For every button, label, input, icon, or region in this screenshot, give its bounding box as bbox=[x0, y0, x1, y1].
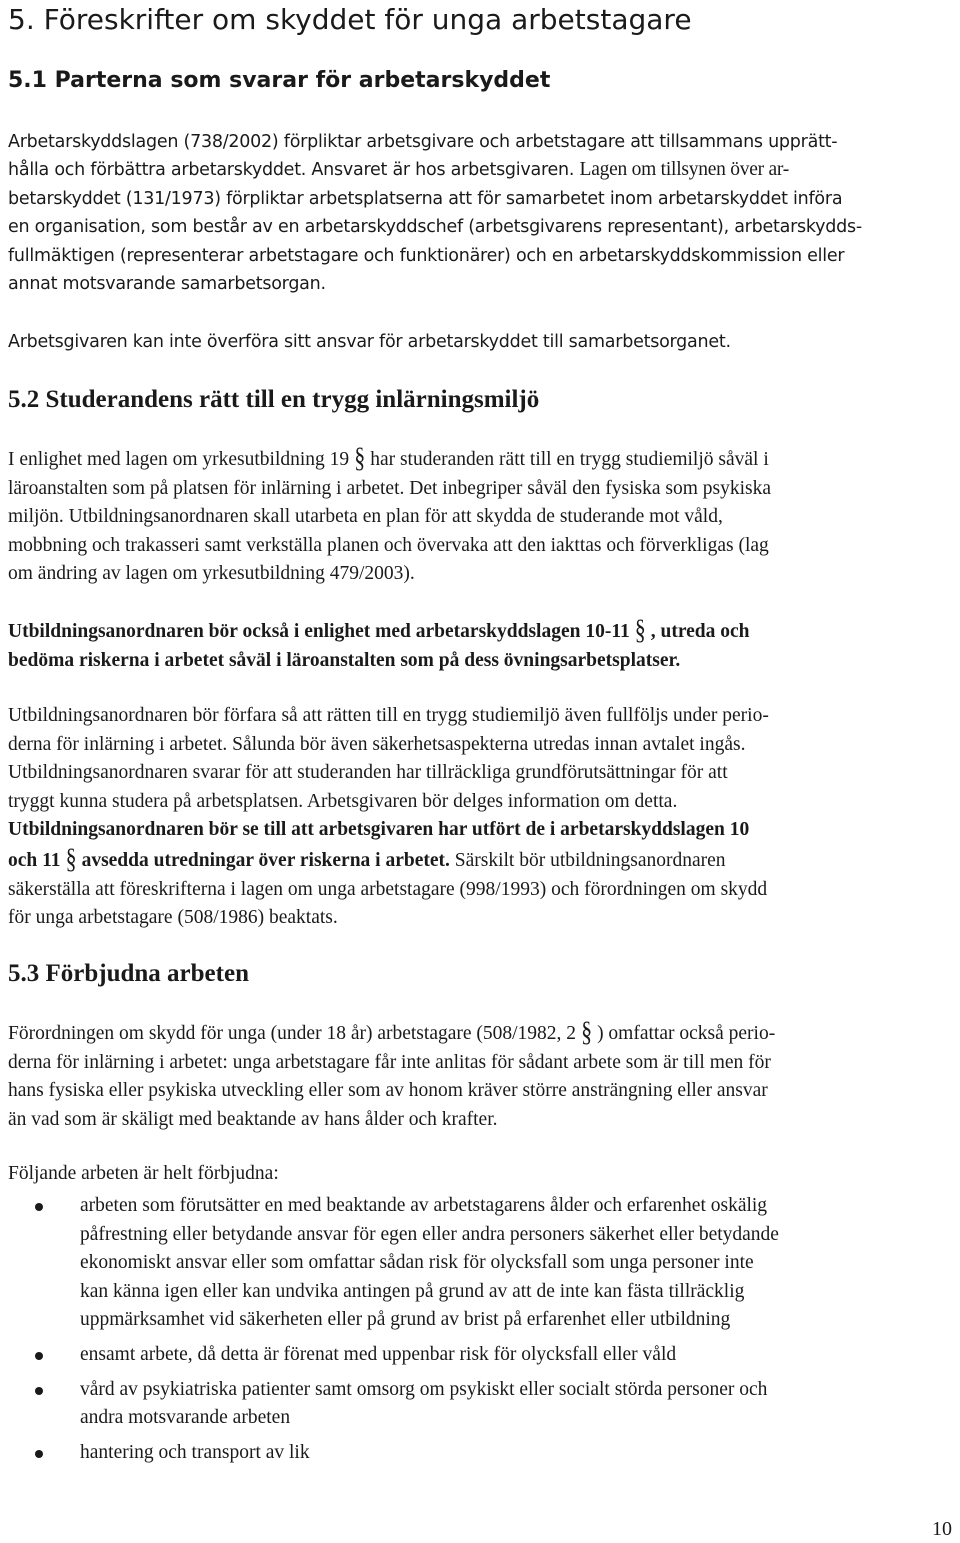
text-line: Följande arbeten är helt förbjudna: bbox=[8, 1163, 279, 1184]
text-line-part: Särskilt bör utbildningsanordnaren bbox=[454, 849, 726, 871]
text-line: andra motsvarande arbeten bbox=[80, 1407, 291, 1429]
text-line: än vad som är skäligt med beaktande av hans ålder och krafter. bbox=[8, 1108, 498, 1130]
text-line: derna för inlärning i arbetet. Sålunda bör även säkerhetsaspekterna utredas innan avtalet ingås. bbox=[8, 733, 746, 755]
paragraph-5-1-1 bbox=[8, 128, 954, 299]
text-line: om ändring av lagen om yrkesutbildning 479/2003). bbox=[8, 563, 415, 585]
text-line: säkerställa att föreskrifterna i lagen om unga arbetstagare (998/1993) och förordningen om skydd bbox=[8, 878, 768, 900]
list-intro bbox=[8, 1160, 954, 1189]
text-line: påfrestning eller betydande ansvar för egen eller andra personers säkerhet eller betydande bbox=[80, 1223, 779, 1245]
bullet-icon bbox=[35, 1352, 43, 1360]
prohibited-work-list bbox=[8, 1192, 954, 1467]
bold-text: och 11 bbox=[8, 849, 61, 871]
text-line: Utbildningsanordnaren svarar för att studeranden har tillräckliga grundförutsättningar för att bbox=[8, 762, 728, 784]
text-line: mobbning och trakasseri samt verkställa planen och övervaka att den iakttas och förverkligas (lag bbox=[8, 534, 769, 556]
text-line: vård av psykiatriska patienter samt omsorg om psykiskt eller socialt störda personer och bbox=[80, 1378, 768, 1400]
text-line: ekonomiskt ansvar eller som omfattar sådan risk för olycksfall som unga personer inte bbox=[80, 1252, 754, 1274]
text-line: annat motsvarande samarbetsorgan. bbox=[8, 274, 326, 295]
text-line bbox=[8, 613, 954, 647]
section-sign-glyph: § bbox=[581, 1015, 593, 1048]
text-line bbox=[8, 841, 954, 876]
text-line-part: Lagen om tillsynen över ar- bbox=[579, 159, 790, 181]
text-line-part: hålla och förbättra arbetarskyddet. Ansvaret är hos arbetsgivaren. bbox=[8, 160, 575, 181]
chapter-heading: 5. Föreskrifter om skyddet för unga arbetstagare bbox=[8, 3, 692, 36]
text-line: tryggt kunna studera på arbetsplatsen. Arbetsgivaren bör delges information om detta. bbox=[8, 790, 678, 812]
list-item bbox=[8, 1376, 954, 1433]
bullet-icon bbox=[35, 1203, 43, 1211]
text-line bbox=[8, 647, 954, 676]
text-line: en organisation, som består av en arbetarskyddschef (arbetsgivarens representant), arbetarskydds- bbox=[8, 217, 862, 238]
section-sign-glyph: § bbox=[354, 441, 366, 474]
text-line: för unga arbetstagare (508/1986) beaktats. bbox=[8, 907, 338, 929]
paragraph-5-2-3 bbox=[8, 702, 954, 933]
text-line bbox=[8, 156, 954, 185]
paragraph-5-1-2 bbox=[8, 328, 954, 356]
page-number: 10 bbox=[932, 1518, 952, 1540]
section-heading-5-1: 5.1 Parterna som svarar för arbetarskyddet bbox=[8, 68, 551, 93]
text-line: Utbildningsanordnaren bör förfara så att rätten till en trygg studiemiljö även fullföljs under perio- bbox=[8, 705, 769, 726]
bold-text: avsedda utredningar över riskerna i arbetet. bbox=[81, 849, 450, 871]
text-line: kan känna igen eller kan undvika antingen på grund av att de inte kan fästa tillräcklig bbox=[80, 1280, 745, 1302]
text-line: ensamt arbete, då detta är förenat med uppenbar risk för olycksfall eller våld bbox=[80, 1343, 677, 1365]
text-line bbox=[8, 816, 954, 845]
paragraph-5-2-2 bbox=[8, 613, 954, 675]
paragraph-5-2-1 bbox=[8, 441, 954, 589]
text-line-part: Förordningen om skydd för unga (under 18 år) arbetstagare (508/1982, 2 bbox=[8, 1023, 577, 1044]
text-line: Arbetsgivaren kan inte överföra sitt ansvar för arbetarskyddet till samarbetsorganet. bbox=[8, 332, 731, 352]
text-line: arbeten som förutsätter en med beaktande av arbetstagarens ålder och erfarenhet oskälig bbox=[80, 1195, 768, 1216]
bold-text: bedöma riskerna i arbetet såväl i läroanstalten som på dess övningsarbetsplatser. bbox=[8, 649, 681, 671]
text-line bbox=[8, 1015, 954, 1049]
text-line: fullmäktigen (representerar arbetstagare och funktionärer) och en arbetarskyddskommission eller bbox=[8, 245, 845, 266]
text-line-part: har studeranden rätt till en trygg studiemiljö såväl i bbox=[370, 449, 769, 470]
section-sign-glyph: § bbox=[634, 613, 646, 646]
section-heading-5-2: 5.2 Studerandens rätt till en trygg inlärningsmiljö bbox=[8, 386, 540, 413]
text-line bbox=[8, 441, 954, 475]
text-line: miljön. Utbildningsanordnaren skall utarbeta en plan för att skydda de studerande mot våld, bbox=[8, 506, 723, 528]
text-line: Arbetarskyddslagen (738/2002) förpliktar arbetsgivare och arbetstagare att tillsammans upprätt- bbox=[8, 132, 838, 152]
paragraph-5-3-1 bbox=[8, 1015, 954, 1134]
bullet-icon bbox=[35, 1450, 43, 1458]
text-line: derna för inlärning i arbetet: unga arbetstagare får inte anlitas för sådant arbete som är till men för bbox=[8, 1051, 771, 1073]
section-heading-5-3: 5.3 Förbjudna arbeten bbox=[8, 960, 249, 987]
text-line: hantering och transport av lik bbox=[80, 1441, 310, 1463]
section-sign-glyph: § bbox=[65, 841, 77, 875]
list-item bbox=[8, 1192, 954, 1335]
text-line: läroanstalten som på platsen för inlärning i arbetet. Det inbegriper såväl den fysiska som psykiska bbox=[8, 477, 772, 499]
bold-text: , utreda och bbox=[650, 621, 750, 642]
bullet-icon bbox=[35, 1387, 43, 1395]
text-line: uppmärksamhet vid säkerheten eller på grund av brist på erfarenhet eller utbildning bbox=[80, 1309, 731, 1331]
bold-text: Utbildningsanordnaren bör se till att arbetsgivaren har utfört de i arbetarskyddslagen 10 bbox=[8, 819, 750, 841]
list-item bbox=[8, 1341, 954, 1370]
text-line: betarskyddet (131/1973) förpliktar arbetsplatserna att för samarbetet inom arbetarskyddet införa bbox=[8, 189, 843, 209]
list-item bbox=[8, 1439, 954, 1468]
text-line-part: I enlighet med lagen om yrkesutbildning 19 bbox=[8, 449, 350, 470]
text-line-part: ) omfattar också perio- bbox=[597, 1023, 776, 1044]
text-line: hans fysiska eller psykiska utveckling eller som av honom kräver större ansträngning eller ansvar bbox=[8, 1080, 768, 1102]
bold-text: Utbildningsanordnaren bör också i enlighet med arbetarskyddslagen 10-11 bbox=[8, 621, 630, 642]
